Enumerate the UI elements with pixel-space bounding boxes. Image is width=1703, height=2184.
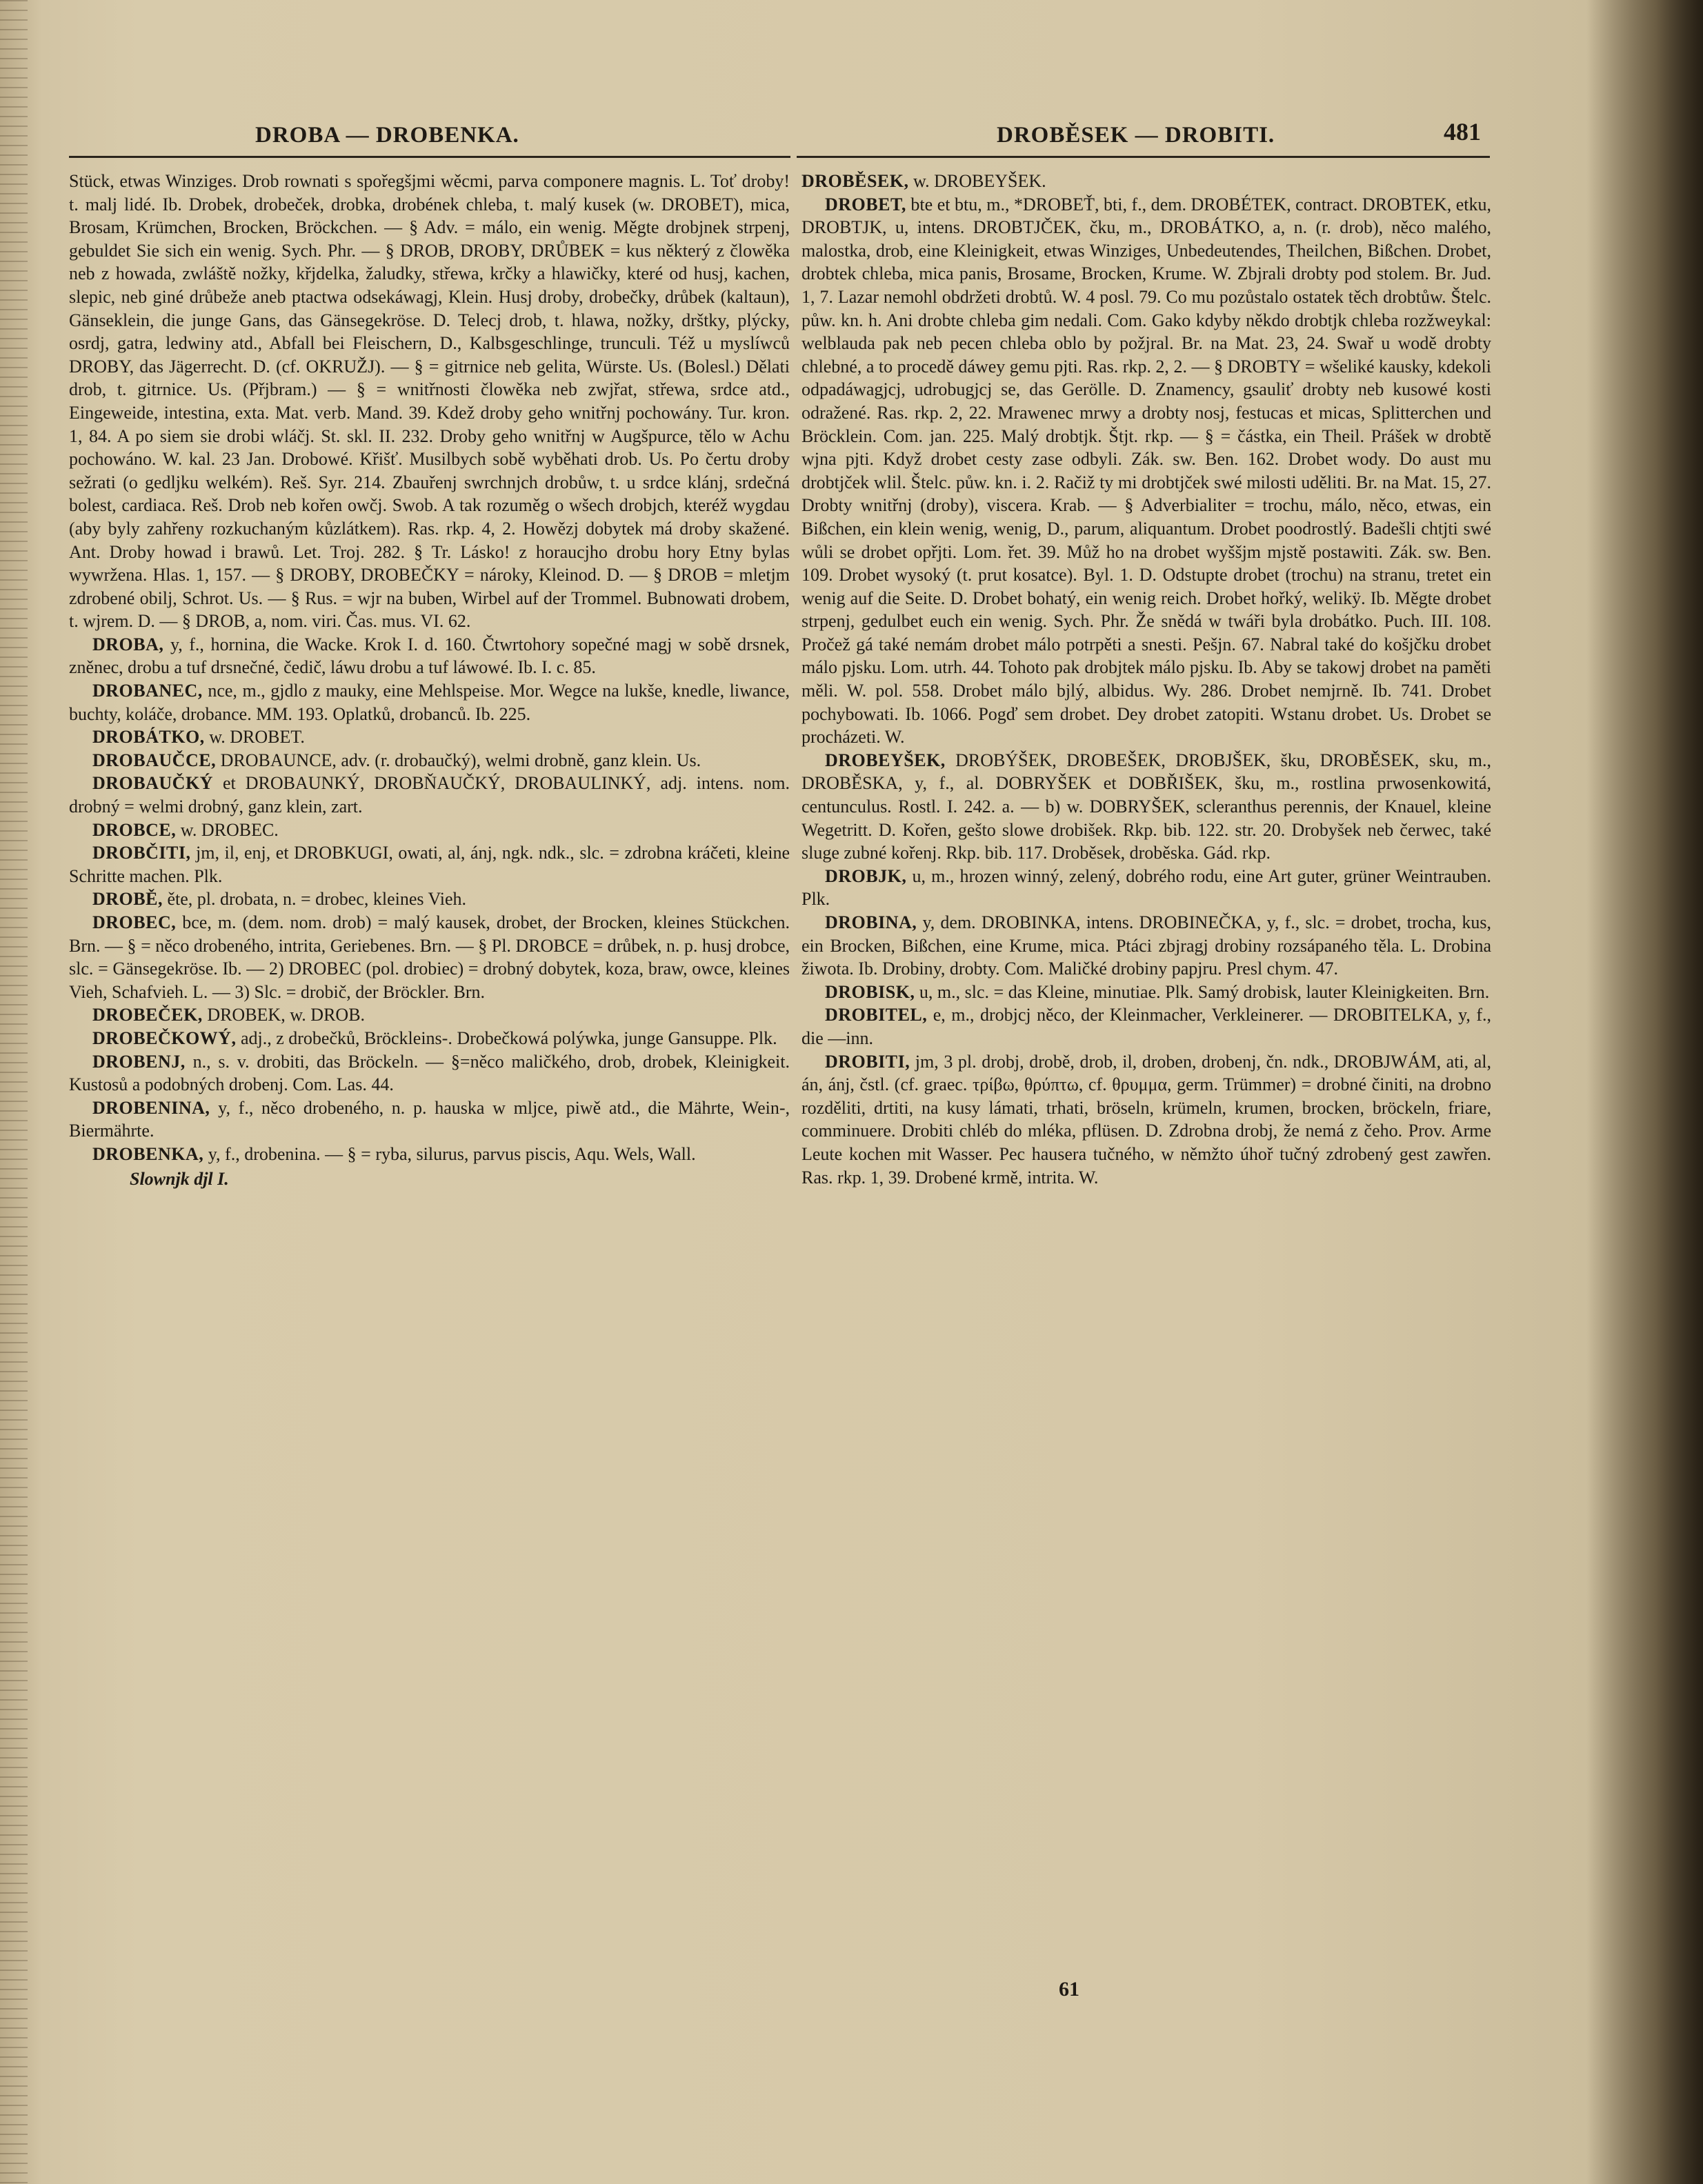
entry-headword: DROBANEC, xyxy=(92,681,203,701)
sheet-number: 61 xyxy=(1059,1978,1079,2001)
entry-headword: DROBAUČKÝ xyxy=(92,773,213,794)
entry-headword: DROBENINA, xyxy=(92,1097,210,1118)
entry-text: y, f., hornina, die Wacke. Krok I. d. 160. Čtwrtohory sopečné magj w sobě drsnek, zněnec, drobu a tuf drsnečné, čedič, láwu drobu a tuf láwowé. Ib. I. c. 85. xyxy=(69,634,790,678)
entry-headword: DROBISK, xyxy=(825,981,915,1002)
entry-headword: DROBCE, xyxy=(92,819,177,840)
dictionary-entry xyxy=(801,749,1491,865)
entry-headword: DROBEČEK, xyxy=(92,1005,203,1025)
entry-text: DROBÝŠEK, DROBEŠEK, DROBJŠEK, šku, DROBĚSEK, sku, m., DROBĚSKA, y, f., al. DOBRYŠEK et DOBŘIŠEK, šku, m., rostlina prwosenkowitá, centunculus. Rostl. I. 242. a. — b) w. DOBRYŠEK, scleranthus perennis, der Knauel, kleine Wegetritt. D. Kořen, gešto slowe drobišek. Rkp. bib. 122. str. 20. Drobyšek neb čerwec, také sluge zubné kořenj. Rkp. bib. 117. Droběsek, droběska. Gád. rkp. xyxy=(801,750,1491,863)
entry-text: u, m., slc. = das Kleine, minutiae. Plk. Samý drobisk, lauter Kleinigkeiten. Brn. xyxy=(919,981,1490,1002)
dictionary-entry xyxy=(69,772,790,818)
header-rule-left xyxy=(69,156,790,158)
entry-text: y, f., drobenina. — § = ryba, silurus, parvus piscis, Aqu. Wels, Wall. xyxy=(208,1143,696,1164)
dictionary-entry xyxy=(69,819,790,842)
entry-headword: DROBA, xyxy=(92,634,164,654)
dictionary-entry xyxy=(801,1050,1491,1190)
entry-headword: DROBEČKOWÝ, xyxy=(92,1028,237,1048)
entry-text: n., s. v. drobiti, das Bröckeln. — §=něco maličkého, drob, drobek, Kleinigkeit. Kustosů a podobných drobenj. Com. Las. 44. xyxy=(69,1051,790,1095)
dictionary-entry xyxy=(69,749,790,772)
dictionary-entry xyxy=(801,193,1491,749)
entry-text: DROBAUNCE, adv. (r. drobaučký), welmi drobně, ganz klein. Us. xyxy=(220,750,701,770)
entry-headword: DROBINA, xyxy=(825,912,917,932)
header-rule-right xyxy=(797,156,1490,158)
entry-headword: DROBĚ, xyxy=(92,889,163,910)
dictionary-entry xyxy=(69,170,790,633)
dictionary-entry xyxy=(69,911,790,1003)
dictionary-entry xyxy=(801,1003,1491,1050)
running-head-right: DROBĚSEK — DROBITI. xyxy=(997,123,1275,148)
entry-headword: DROBČITI, xyxy=(92,843,191,863)
entry-headword: DROBJK, xyxy=(825,865,907,886)
entry-text: adj., z drobečků, Bröckleins-. Drobečkowá polýwka, junge Gansuppe. Plk. xyxy=(240,1028,777,1048)
volume-signature: Slownjk djl I. xyxy=(130,1168,229,1189)
entry-text: u, m., hrozen winný, zelený, dobrého rodu, eine Art guter, grüner Weintrauben. Plk. xyxy=(801,865,1492,910)
entry-text: jm, 3 pl. drobj, drobě, drob, il, droben, drobenj, čn. ndk., DROBJWÁM, ati, al, án, ánj, čstl. (cf. graec. τρίβω, θρύπτω, cf. θρυμμα, germ. Trümmer) = drobné činiti, na drobno rozděliti, drtiti, na kusy lámati, trhati, bröseln, krümeln, krumen, brocken, bröckeln, friare, comminuere. Drobiti chléb do mléka, pflüsen. D. Zdrobna drobj, že nemá z čeho. Prov. Arme Leute kochen mit Wasser. Pec hausera tučného, w němžto úhoř tučný zdrobený gest zawřen. Ras. rkp. 1, 39. Drobené krmě, intrita. W. xyxy=(801,1051,1491,1188)
dictionary-entry xyxy=(69,1096,790,1143)
dictionary-entry xyxy=(69,1003,790,1027)
entry-headword: DROBEYŠEK, xyxy=(825,750,946,770)
entry-headword: DROBEC, xyxy=(92,912,177,932)
running-head-left: DROBA — DROBENKA. xyxy=(255,123,519,148)
entry-headword: DROBET, xyxy=(825,194,906,214)
dictionary-entry xyxy=(69,725,790,749)
binding-shadow xyxy=(1586,0,1703,2184)
entry-headword: DROBITI, xyxy=(825,1051,910,1072)
entry-text: w. DROBEC. xyxy=(180,819,279,840)
entry-text: w. DROBEYŠEK. xyxy=(913,171,1046,191)
entry-headword: DROBENJ, xyxy=(92,1051,186,1072)
dictionary-entry xyxy=(801,865,1491,911)
entry-headword: DROBAUČCE, xyxy=(92,750,217,770)
dictionary-entry xyxy=(69,1027,790,1050)
entry-text: ěte, pl. drobata, n. = drobec, kleines Vieh. xyxy=(167,889,467,910)
right-column xyxy=(801,170,1491,1189)
entry-text: e, m., drobjcj něco, der Kleinmacher, Verkleinerer. — DROBITELKA, y, f., die —inn. xyxy=(801,1005,1492,1048)
entry-text: Stück, etwas Winziges. Drob rownati s spořegšjmi wěcmi, parva componere magnis. L. Toť droby! t. malj lidé. Ib. Drobek, drobeček, drobka, drobének chleba, t. malý kusek (w. DROBET), mica, Brosam, Krümchen, Brocken, Bröckchen. — § Adv. = málo, ein wenig. Měgte drobjnek strpenj, gebuldet Sie sich ein wenig. Sych. Phr. — § DROB, DROBY, DRŮBEK = kus některý z člowěka neb z howada, zwláště nožky, křjdelka, žaludky, střewa, krčky a hlawičky, které od husj, kachen, slepic, neb giné drůbeže aneb ptactwa odsekáwagj, Klein. Husj droby, drobečky, drůbek (kaltaun), Gänseklein, die junge Gans, das Gänsegekröse. D. Telecj drob, t. hlawa, nožky, drštky, plýcky, osrdj, gatra, ledwiny atd., Abfall bei Fleischern, D., Kalbsgeschlinge, trunculi. Též u myslíwců DROBY, das Jägerrecht. D. (cf. OKRUŽJ). — § = gitrnice neb gelita, Würste. Us. (Bolesl.) Dělati drob, t. gitrnice. Us. (Přjbram.) — § = wnitřnosti člowěka neb zwjřat, střewa, srdce atd., Eingeweide, intestina, exta. Mat. verb. Mand. 39. Kdež droby geho wnitřnj pochowány. Tur. kron. 1, 84. A po siem sie drobi wláčj. St. skl. II. 232. Droby geho wnitřnj w Augšpurce, tělo w Achu pochowáno. W. kal. 23 Jan. Drobowé. Křišť. Musilbych sobě wyběhati drob. Us. Po čertu droby sežrati (o gedljku welkém). Reš. Syr. 214. Zbauřenj swrchnjch drobůw, t. u srdce klánj, srdečná bolest, cardiaca. Reš. Drob neb kořen owčj. Swob. A tak rozuměg o wšech drobjch, kteréž wygdau (aby byly zahřeny rozkuchaným kůzlátkem). Ras. rkp. 4, 2. Howězj dobytek má droby skažené. Ant. Droby howad i brawů. Let. Troj. 282. § Tr. Lásko! z horaucjho drobu hory Etny bylas wywržena. Hlas. 1, 157. — § DROBY, DROBEČKY = nároky, Kleinod. D. — § DROB = mletjm zdrobené obilj, Schrot. Us. — § Rus. = wjr na buben, Wirbel auf der Trommel. Bubnowati drobem, t. wjrem. D. — § DROB, a, nom. viri. Čas. mus. VI. 62. xyxy=(69,171,790,632)
dictionary-entry xyxy=(69,1050,790,1096)
entry-text: nce, m., gjdlo z mauky, eine Mehlspeise. Mor. Wegce na lukše, knedle, liwance, buchty, koláče, drobance. MM. 193. Oplatků, drobanců. Ib. 225. xyxy=(69,681,790,724)
entry-text: DROBEK, w. DROB. xyxy=(207,1005,366,1025)
dictionary-entry xyxy=(69,633,790,679)
entry-text: jm, il, enj, et DROBKUGI, owati, al, ánj, ngk. ndk., slc. = zdrobna kráčeti, kleine Schritte machen. Plk. xyxy=(69,843,790,886)
entry-headword: DROBĚSEK, xyxy=(801,171,909,191)
entry-headword: DROBENKA, xyxy=(92,1143,204,1164)
dictionary-entry xyxy=(801,911,1491,981)
entry-text: w. DROBET. xyxy=(209,727,305,748)
entry-text: y, dem. DROBINKA, intens. DROBINEČKA, y, f., slc. = drobet, trocha, kus, ein Brocken, Bißchen, eine Krume, mica. Ptáci zbjragj drobiny rozsápaného těla. L. Drobina žiwota. Ib. Drobiny, drobty. Com. Maličké drobiny papjru. Presl chym. 47. xyxy=(801,912,1491,979)
entry-text: bte et btu, m., *DROBEŤ, bti, f., dem. DROBÉTEK, contract. DROBTEK, etku, DROBTJK, u, intens. DROBTJČEK, čku, m., DROBÁTKO, a, n. (r. drob), něco malého, malostka, drob, eine Kleinigkeit, etwas Winziges, Unbedeutendes, Theilchen, Bißchen. Drobet, drobtek chleba, mica panis, Brosame, Brocken, Krume. W. Zbjrali drobty pod stolem. Br. Jud. 1, 7. Lazar nemohl obdržeti drobtů. W. 4 posl. 79. Co mu pozůstalo ostatek těch drobtůw. Štelc. půw. kn. h. Ani drobte chleba gim nedali. Com. Gako kdyby někdo drobtjk chleba rozžweykal: welblauda pak neb pecen chleba oblo by požjral. Br. na Mat. 23, 24. Swař u wodě drobty chlebné, a to procedě dáwey gemu pjti. Ras. rkp. 2, 2. — § DROBTY = wšeliké kausky, kdekoli odpadáwagjcj, udrobugjcj se, das Gerölle. D. Znamency, gsauliť drobty neb kusowé kosti odražené. Ras. rkp. 2, 22. Mrawenec mrwy a drobty nosj, festucas et micas, Splitterchen und Bröcklein. Com. jan. 225. Malý drobtjk. Štjt. rkp. — § = částka, ein Theil. Prášek w drobtě wjna pjti. Když drobet cesty zase odbyli. Zák. sw. Ben. 162. Drobet wody. Do aust mu drobtjček wlil. Štelc. půw. kn. i. 2. Račiž ty mi drobtjček swé milosti uděliti. Br. na Mat. 15, 27. Drobty wnitřnj (droby), viscera. Krab. — § Adverbialiter = trochu, málo, něco, etwas, ein Bißchen, ein klein wenig, wenig, D., parum, aliquantum. Drobet poodrostlý. Badešli chtjti swé wůli se drobet opřjti. Lom. řet. 39. Můž ho na drobet wyššjm mjstě postawiti. Zák. sw. Ben. 109. Drobet wysoký (t. prut kosatce). Byl. 1. D. Odstupte drobet (trochu) na stranu, tretet ein wenig auf die Seite. D. Drobet bohatý, ein wenig reich. Drobet hořký, welikÿ. Ib. Měgte drobet strpenj, gedulbet euch ein wenig. Sych. Phr. Že snědá w twáři byla drobátko. Puch. III. 108. Pročež gá také nemám drobet málo potrpěti a snesti. Pešjn. 67. Nabral také do košjčku drobet málo pjsku. Lom. utrh. 44. Tohoto pak drobjtek málo pjsku. Ib. Aby se takowj drobet na paměti měli. W. pol. 558. Drobet málo bjlý, albidus. Wy. 286. Drobet nemjrně. Ib. 741. Drobet pochybowati. Ib. 1066. Pogď sem drobet. Dey drobet zatopiti. Wstanu drobet. Us. Drobet se procházeti. W. xyxy=(801,194,1491,748)
entry-text: y, f., něco drobeného, n. p. hauska w mljce, piwě atd., die Mährte, Wein-, Biermährte. xyxy=(69,1097,790,1141)
entry-text: et DROBAUNKÝ, DROBŇAUČKÝ, DROBAULINKÝ, adj. intens. nom. drobný = welmi drobný, ganz klein, zart. xyxy=(69,773,790,817)
left-column xyxy=(69,170,790,1190)
dictionary-entry xyxy=(69,679,790,725)
entry-headword: DROBÁTKO, xyxy=(92,727,205,748)
page-number: 481 xyxy=(1444,118,1481,146)
dictionary-entry xyxy=(69,888,790,911)
dictionary-entry xyxy=(69,841,790,888)
dictionary-entry xyxy=(801,170,1491,193)
entry-text: bce, m. (dem. nom. drob) = malý kausek, drobet, der Brocken, kleines Stückchen. Brn. — § = něco drobeného, intrita, Geriebenes. Brn. — § Pl. DROBCE = drůbek, n. p. husj drobce, slc. = Gänsegekröse. Ib. — 2) DROBEC (pol. drobiec) = drobný dobytek, koza, braw, owce, kleines Vieh, Schafvieh. L. — 3) Slc. = drobič, der Bröckler. Brn. xyxy=(69,912,790,1002)
dictionary-entry xyxy=(69,1143,790,1166)
entry-headword: DROBITEL, xyxy=(825,1005,928,1025)
page-edge xyxy=(0,0,28,2184)
dictionary-entry xyxy=(801,981,1491,1004)
